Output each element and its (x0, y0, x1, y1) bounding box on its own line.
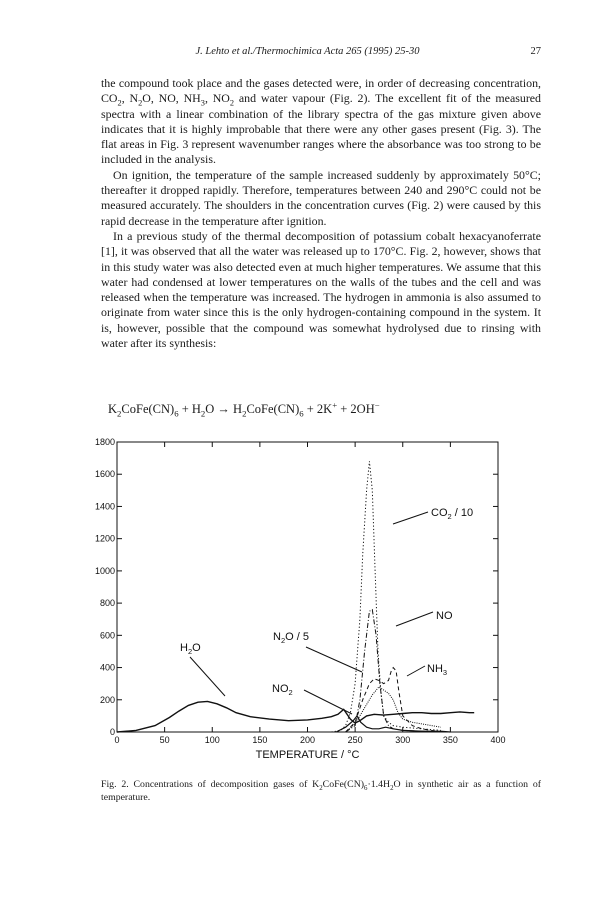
x-tick-label: 0 (114, 735, 120, 745)
annotation-leader (396, 612, 433, 626)
x-tick-label: 200 (299, 735, 316, 745)
running-head (0, 46, 615, 62)
figure-caption: Fig. 2. Concentrations of decomposition gases of $K_2CoFe(CN)_6\cdot 1.4H_2O$ in synthetic air as a function of temperature. (101, 779, 541, 803)
y-tick-label: 1600 (94, 469, 115, 480)
x-tick-label: 400 (490, 735, 506, 745)
x-tick-label: 250 (347, 735, 363, 745)
plot-frame (117, 442, 498, 732)
y-tick-label: 200 (99, 694, 115, 705)
y-tick-label: 1800 (94, 437, 115, 447)
journal-citation: J. Lehto et al./Thermochimica Acta 265 (1995) 25-30 (195, 46, 420, 57)
y-tick-label: 800 (99, 598, 115, 609)
series-annotation-label: $H_2O$ (180, 642, 201, 656)
annotation-leader (304, 690, 352, 714)
series-annotation-label: $NH_3$ (427, 663, 448, 677)
h2o-series (117, 701, 474, 732)
co2-series (331, 461, 441, 732)
annotation-leader (407, 666, 425, 676)
x-tick-label: 150 (252, 735, 268, 745)
x-axis-label: TEMPERATURE / °C (255, 749, 360, 761)
page-number: 27 (530, 46, 541, 57)
figure-2-chart (60, 436, 530, 766)
chemical-equation: $K_2CoFe(CN)_6 + H_2O$ → $H_2CoFe(CN)_6 + 2K^+ + 2OH^-$ (108, 399, 380, 419)
concentration-line-chart (60, 436, 530, 766)
series-annotation-label: $N_2O / 5$ (273, 631, 309, 645)
annotation-leader (190, 657, 225, 696)
x-tick-label: 300 (395, 735, 411, 745)
series-annotation-label: NO (436, 610, 453, 622)
series-annotation-label: $NO_2$ (272, 683, 293, 697)
annotation-leader (306, 647, 362, 672)
y-tick-label: 600 (99, 630, 115, 641)
y-tick-label: 1200 (94, 533, 115, 544)
paragraph: the compound took place and the gases detected were, in order of decreasing concentration, $CO_2$, $N_2O$, NO, $NH_3$, $NO_2$ and water vapour (Fig. 2). The excellent fit of the measured spectra with a linear combination of the library spectra of the gas mixture given above indicates that it is highly improbable that there were any other gases present (Fig. 3). The flat areas in Fig. 3 represent wavenumber ranges where the absorbance was too strong to be included in the analysis. (101, 76, 541, 167)
y-tick-label: 1000 (94, 565, 115, 576)
x-tick-label: 350 (442, 735, 458, 745)
x-tick-label: 50 (159, 735, 170, 745)
y-tick-label: 400 (99, 662, 115, 673)
annotation-leader (393, 512, 428, 524)
y-tick-label: 1400 (94, 501, 115, 512)
body-text (101, 76, 541, 351)
no2-series (336, 716, 450, 732)
series-annotation-label: $CO_2 / 10$ (431, 507, 474, 521)
x-tick-label: 100 (204, 735, 220, 745)
paragraph: In a previous study of the thermal decomposition of potassium cobalt hexacyanoferrate [1], it was observed that all the water was released up to 170°C. Fig. 2, however, shows that in this study water was also detected even at much higher temperatures. We assume that this water had condensed at lower temperatures on the walls of the tubes and the cell and was released when the temperature was increased. The hydrogen in ammonia is also assumed to originate from water since this is the only hydrogen-containing compound in the system. It is, however, possible that the compound was somewhat hydrolysed due to rinsing with water after its synthesis: (101, 228, 541, 351)
paragraph: On ignition, the temperature of the sample increased suddenly by approximately 50°C; thereafter it dropped rapidly. Therefore, temperatures between 240 and 290°C could not be measured accurately. The shoulders in the concentration curves (Fig. 2) were caused by this rapid decrease in the temperature after ignition. (101, 167, 541, 228)
y-tick-label: 0 (109, 727, 115, 737)
